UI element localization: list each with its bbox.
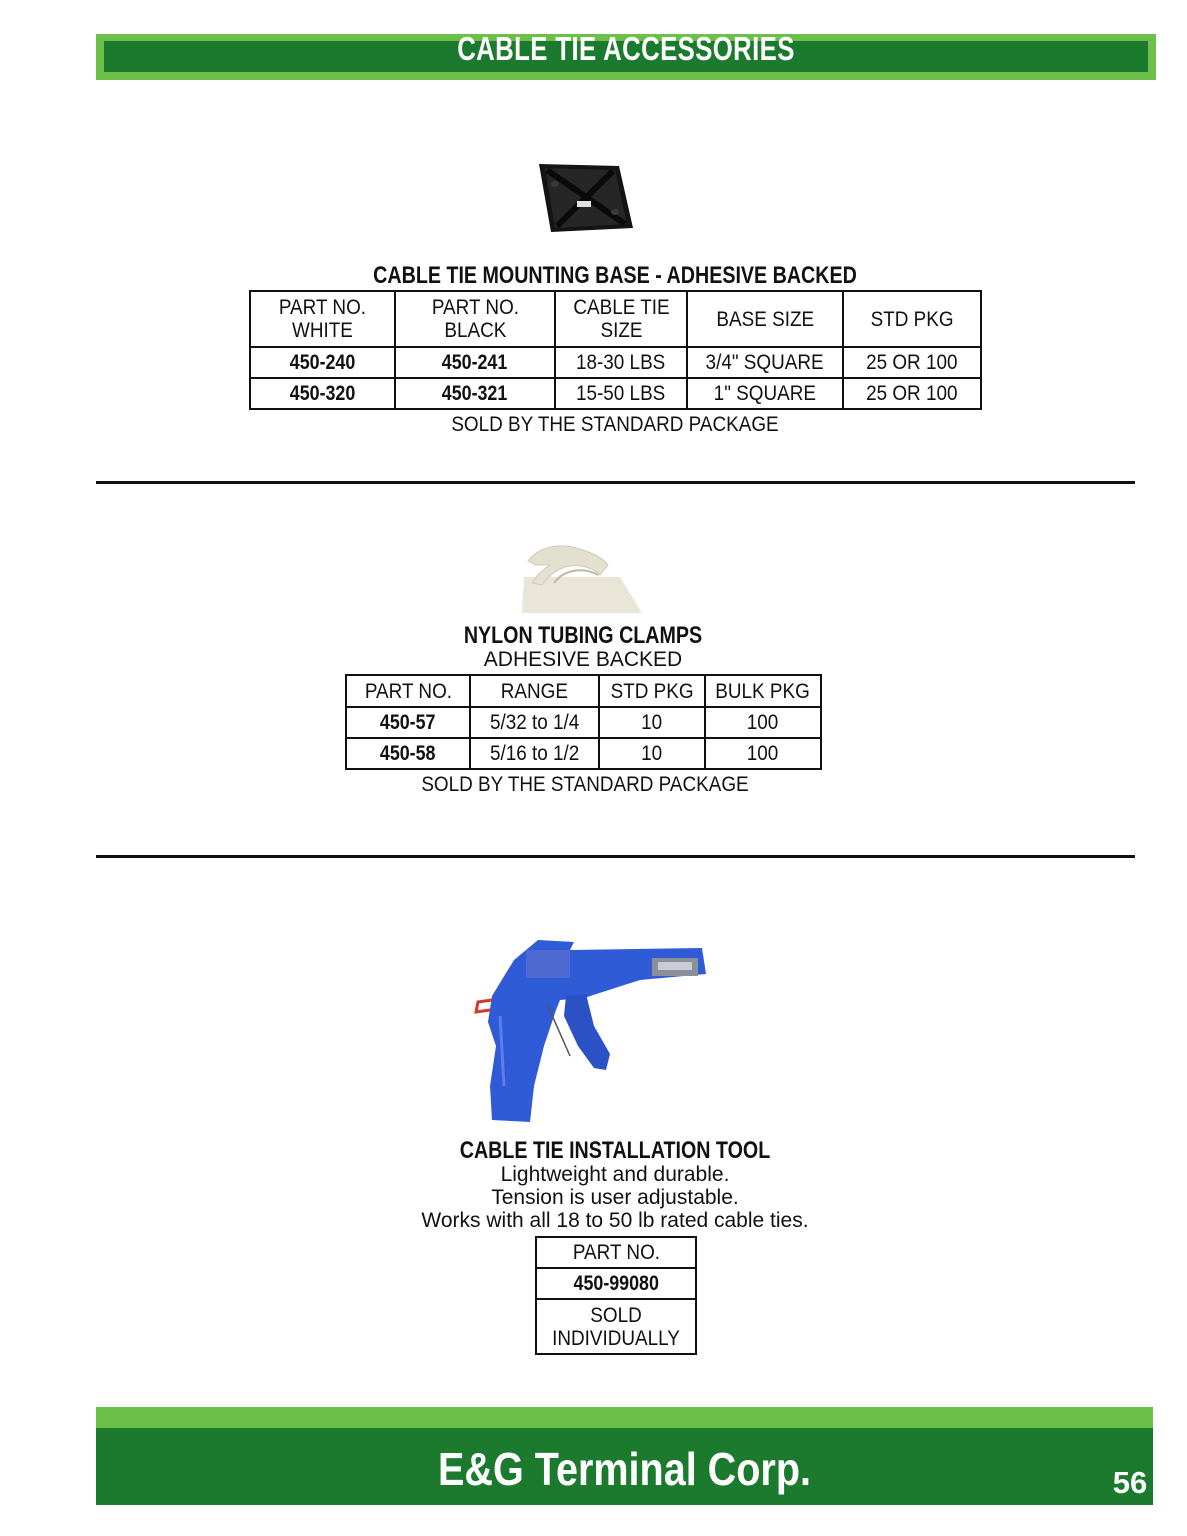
table-cell: 10 <box>599 738 705 769</box>
table-cell: 25 OR 100 <box>843 347 981 378</box>
tubing-clamps-note: SOLD BY THE STANDARD PACKAGE <box>421 773 749 796</box>
section-divider <box>96 481 1135 484</box>
column-header: PART NO. WHITE <box>250 291 395 347</box>
column-header: BULK PKG <box>705 675 821 707</box>
table-cell: 3/4" SQUARE <box>687 347 843 378</box>
tubing-clamps-table <box>345 674 822 770</box>
mounting-base-title: CABLE TIE MOUNTING BASE - ADHESIVE BACKED <box>373 262 857 289</box>
table-header-row <box>346 675 821 707</box>
part-number-cell: 450-241 <box>395 347 555 378</box>
part-number-cell: 450-240 <box>250 347 395 378</box>
table-row <box>250 347 981 378</box>
part-number-cell: 450-58 <box>346 738 470 769</box>
table-cell: 5/16 to 1/2 <box>470 738 599 769</box>
mounting-base-icon <box>535 162 635 234</box>
part-number-cell: 450-321 <box>395 378 555 409</box>
page-title: CABLE TIE ACCESSORIES <box>457 30 795 67</box>
part-number-cell: 450-99080 <box>536 1268 696 1299</box>
installation-tool-desc-line: Lightweight and durable. <box>500 1163 730 1186</box>
part-number-cell: 450-320 <box>250 378 395 409</box>
column-header: PART NO. <box>536 1237 696 1268</box>
table-cell: 100 <box>705 707 821 738</box>
column-header: RANGE <box>470 675 599 707</box>
column-header: STD PKG <box>599 675 705 707</box>
mounting-base-table <box>249 290 982 410</box>
company-name: E&G Terminal Corp. <box>438 1443 811 1495</box>
footer-band <box>96 1407 1153 1428</box>
column-header: PART NO. <box>346 675 470 707</box>
tubing-clamps-subtitle: ADHESIVE BACKED <box>483 648 683 671</box>
page-number: 56 <box>1112 1465 1148 1500</box>
installation-tool-desc-line: Tension is user adjustable. <box>491 1186 739 1209</box>
tubing-clamp-icon <box>520 543 645 615</box>
table-row <box>346 707 821 738</box>
table-cell: 100 <box>705 738 821 769</box>
table-cell: 5/32 to 1/4 <box>470 707 599 738</box>
installation-tool-icon <box>474 936 708 1126</box>
table-row <box>536 1268 696 1299</box>
table-header-row <box>250 291 981 347</box>
table-cell: 25 OR 100 <box>843 378 981 409</box>
installation-tool-desc-line: Works with all 18 to 50 lb rated cable ties. <box>421 1209 809 1232</box>
mounting-base-note: SOLD BY THE STANDARD PACKAGE <box>451 413 779 436</box>
table-cell: 18-30 LBS <box>555 347 687 378</box>
table-cell: SOLD INDIVIDUALLY <box>536 1299 696 1354</box>
section-divider <box>96 855 1135 858</box>
column-header: CABLE TIE SIZE <box>555 291 687 347</box>
column-header: BASE SIZE <box>687 291 843 347</box>
table-row <box>536 1299 696 1354</box>
table-cell: 1" SQUARE <box>687 378 843 409</box>
table-cell: 15-50 LBS <box>555 378 687 409</box>
table-row <box>346 738 821 769</box>
table-cell: 10 <box>599 707 705 738</box>
installation-tool-title: CABLE TIE INSTALLATION TOOL <box>459 1137 771 1164</box>
installation-tool-table <box>535 1236 697 1355</box>
table-header-row <box>536 1237 696 1268</box>
part-number-cell: 450-57 <box>346 707 470 738</box>
column-header: STD PKG <box>843 291 981 347</box>
column-header: PART NO. BLACK <box>395 291 555 347</box>
tubing-clamps-title: NYLON TUBING CLAMPS <box>463 622 703 649</box>
table-row <box>250 378 981 409</box>
